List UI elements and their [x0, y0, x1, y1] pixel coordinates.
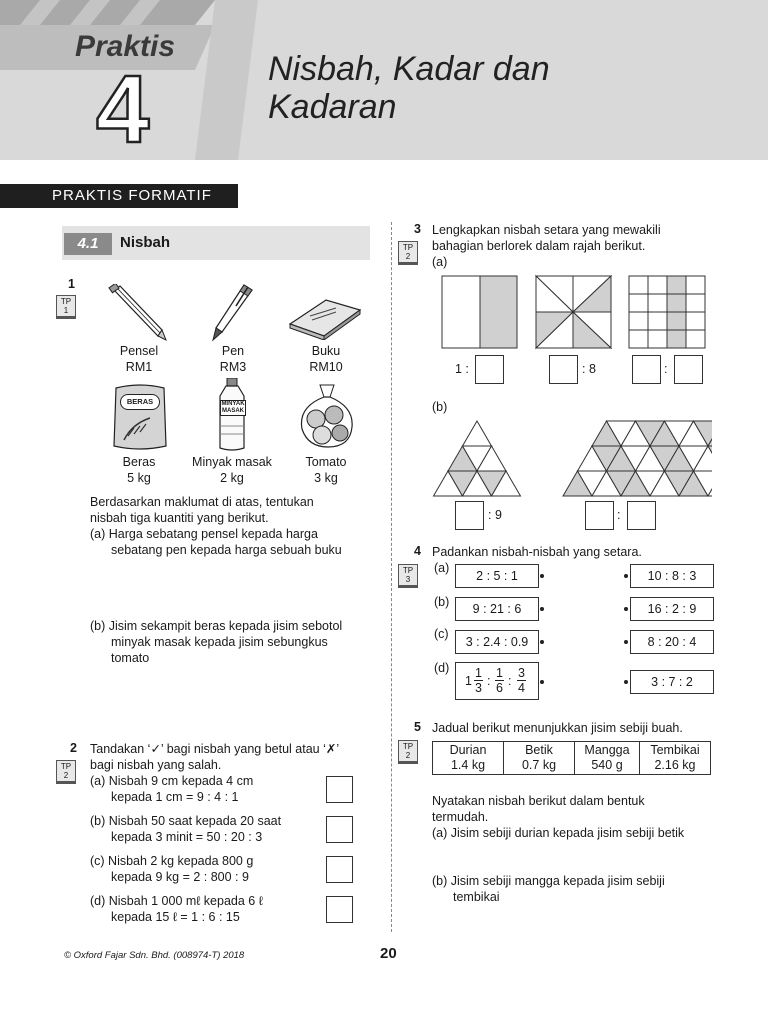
- q2-part-a-line1: (a) Nisbah 9 cm kepada 4 cm: [90, 774, 254, 788]
- q4-label-a: (a): [434, 561, 450, 575]
- q3-a1-ratio-text: 1 :: [455, 362, 469, 376]
- q3-instruction-line2: bahagian berlorek dalam rajah berikut.: [432, 239, 646, 253]
- q4-right-4[interactable]: 3 : 7 : 2: [630, 670, 714, 694]
- q4-d-fraction-1: 1 3: [475, 666, 482, 695]
- pen-icon: [208, 282, 258, 342]
- rice-bag-icon: [110, 384, 170, 450]
- chapter-title: [268, 50, 550, 126]
- q4-left-b[interactable]: 9 : 21 : 6: [455, 597, 539, 621]
- praktis-label: Praktis: [75, 30, 176, 63]
- q4-right-4-dot[interactable]: [624, 680, 628, 684]
- q4-label-c: (c): [434, 627, 449, 641]
- q2-b-checkbox[interactable]: [326, 816, 353, 843]
- chapter-title-line1: Nisbah, Kadar dan: [268, 50, 550, 88]
- q2-c-checkbox[interactable]: [326, 856, 353, 883]
- item-pen: Pen RM3: [219, 344, 247, 374]
- item-minyak: Minyak masak 2 kg: [192, 455, 272, 485]
- q3-part-a-label: (a): [432, 255, 448, 269]
- item-beras: Beras 5 kg: [122, 455, 156, 485]
- q4-left-d[interactable]: 1 1 3 : 1 6 : 3 4: [455, 662, 539, 700]
- subsection-number: 4.1: [64, 233, 112, 255]
- q3-b2-answer-box-1[interactable]: [585, 501, 614, 530]
- q3-figure-a1: [441, 275, 519, 349]
- table-cell: Mangga 540 g: [575, 742, 640, 775]
- q5-part-b-line1: (b) Jisim sebiji mangga kepada jisim sebiji: [432, 874, 665, 888]
- q5-tp-badge: TP 2: [398, 740, 418, 762]
- rice-bag-label: BERAS: [120, 394, 160, 410]
- q2-part-d-line2: kepada 15 ℓ = 1 : 6 : 15: [111, 910, 240, 924]
- q2-part-b-line1: (b) Nisbah 50 saat kepada 20 saat: [90, 814, 282, 828]
- q2-a-checkbox[interactable]: [326, 776, 353, 803]
- book-icon: [288, 298, 363, 340]
- q4-instruction: Padankan nisbah-nisbah yang setara.: [432, 545, 642, 559]
- q4-left-c[interactable]: 3 : 2.4 : 0.9: [455, 630, 539, 654]
- section-label: PRAKTIS FORMATIF: [52, 187, 212, 204]
- q3-figure-a2: [535, 275, 613, 349]
- q3-tp-badge: TP 2: [398, 241, 418, 263]
- item-pensel: Pensel RM1: [119, 344, 159, 374]
- subsection-title: Nisbah: [120, 234, 171, 251]
- q4-right-2[interactable]: 16 : 2 : 9: [630, 597, 714, 621]
- q1-tp-badge: TP 1: [56, 295, 76, 317]
- q5-part-a: (a) Jisim sebiji durian kepada jisim sebiji betik: [432, 826, 685, 840]
- q5-number: 5: [414, 720, 421, 734]
- q1-part-a-line1: (a) Harga sebatang pensel kepada harga: [90, 527, 318, 541]
- tomato-bag-icon: [298, 383, 356, 449]
- oil-bottle-icon: [214, 378, 250, 452]
- table-cell: Tembikai 2.16 kg: [640, 742, 711, 775]
- q4-right-1-dot[interactable]: [624, 574, 628, 578]
- q3-a2-answer-box[interactable]: [549, 355, 578, 384]
- chapter-number: 4: [96, 56, 150, 160]
- q1-number: 1: [68, 277, 75, 291]
- grid-triangle: [463, 421, 492, 446]
- table-cell: Durian 1.4 kg: [433, 742, 504, 775]
- q3-b1-ratio-text: : 9: [488, 508, 502, 522]
- q4-tp-badge: TP 3: [398, 564, 418, 586]
- q2-part-c-line2: kepada 9 kg = 2 : 800 : 9: [111, 870, 249, 884]
- q3-number: 3: [414, 222, 421, 236]
- q4-label-b: (b): [434, 595, 450, 609]
- q2-d-checkbox[interactable]: [326, 896, 353, 923]
- q4-right-3-dot[interactable]: [624, 640, 628, 644]
- table-cell: Betik 0.7 kg: [504, 742, 575, 775]
- q1-part-b-line2: minyak masak kepada jisim sebungkus: [111, 635, 328, 649]
- q2-tp-badge: TP 2: [56, 760, 76, 782]
- q4-left-b-dot[interactable]: [540, 607, 544, 611]
- q5-part-b-line2: tembikai: [453, 890, 500, 904]
- chapter-title-line2: Kadaran: [268, 88, 397, 126]
- q2-instruction-line2: bagi nisbah yang salah.: [90, 758, 222, 772]
- page-number: 20: [380, 945, 397, 962]
- section-bar: [0, 184, 238, 208]
- q5-subinstruction-line2: termudah.: [432, 810, 489, 824]
- q2-number: 2: [70, 741, 77, 755]
- q4-right-2-dot[interactable]: [624, 607, 628, 611]
- q4-left-a-dot[interactable]: [540, 574, 544, 578]
- q4-left-a[interactable]: 2 : 5 : 1: [455, 564, 539, 588]
- q4-left-d-dot[interactable]: [540, 680, 544, 684]
- oil-bottle-label: MINYAK MASAK: [221, 401, 245, 414]
- q3-a2-ratio-text: : 8: [582, 362, 596, 376]
- q5-subinstruction-line1: Nyatakan nisbah berikut dalam bentuk: [432, 794, 645, 808]
- item-tomato: Tomato 3 kg: [305, 455, 347, 485]
- q3-a3-colon: :: [664, 362, 668, 376]
- table-row: [433, 742, 711, 775]
- q3-figure-a3: [628, 275, 706, 349]
- q2-part-b-line2: kepada 3 minit = 50 : 20 : 3: [111, 830, 263, 844]
- chapter-header: [0, 0, 768, 160]
- item-buku: Buku RM10: [309, 344, 343, 374]
- q1-instruction-line2: nisbah tiga kuantiti yang berikut.: [90, 511, 269, 525]
- column-divider: [391, 222, 392, 932]
- q3-figure-b: [432, 418, 712, 498]
- q4-d-fraction-2: 1 6: [496, 666, 503, 695]
- q4-label-d: (d): [434, 661, 450, 675]
- q3-b2-answer-box-2[interactable]: [627, 501, 656, 530]
- q3-part-b-label: (b): [432, 400, 448, 414]
- q4-right-1[interactable]: 10 : 8 : 3: [630, 564, 714, 588]
- q3-a3-answer-box-1[interactable]: [632, 355, 661, 384]
- q4-number: 4: [414, 544, 421, 558]
- q5-instruction: Jadual berikut menunjukkan jisim sebiji buah.: [432, 721, 683, 735]
- q1-part-b-line3: tomato: [111, 651, 150, 665]
- q4-d-fraction-3: 3 4: [518, 666, 525, 695]
- copyright-footer: © Oxford Fajar Sdn. Bhd. (008974-T) 2018: [64, 950, 245, 961]
- q1-part-b-line1: (b) Jisim sekampit beras kepada jisim sebotol: [90, 619, 343, 633]
- q3-b2-colon: :: [617, 508, 621, 522]
- q1-instruction-line1: Berdasarkan maklumat di atas, tentukan: [90, 495, 314, 509]
- q3-b1-answer-box[interactable]: [455, 501, 484, 530]
- q4-right-3[interactable]: 8 : 20 : 4: [630, 630, 714, 654]
- q1-part-a-line2: sebatang pen kepada harga sebuah buku: [111, 543, 342, 557]
- q2-part-a-line2: kepada 1 cm = 9 : 4 : 1: [111, 790, 239, 804]
- q5-fruit-table: [432, 741, 711, 775]
- q3-figure-b1: [434, 421, 521, 496]
- q2-instruction-line1: Tandakan ‘✓’ bagi nisbah yang betul atau ‘✗’: [90, 742, 340, 756]
- q3-instruction-line1: Lengkapkan nisbah setara yang mewakili: [432, 223, 661, 237]
- q2-part-c-line1: (c) Nisbah 2 kg kepada 800 g: [90, 854, 254, 868]
- q3-a1-answer-box[interactable]: [475, 355, 504, 384]
- pencil-icon: [108, 284, 168, 342]
- q4-left-c-dot[interactable]: [540, 640, 544, 644]
- q3-a3-answer-box-2[interactable]: [674, 355, 703, 384]
- q2-part-d-line1: (d) Nisbah 1 000 mℓ kepada 6 ℓ: [90, 894, 263, 908]
- q3-figure-b2: [563, 421, 712, 496]
